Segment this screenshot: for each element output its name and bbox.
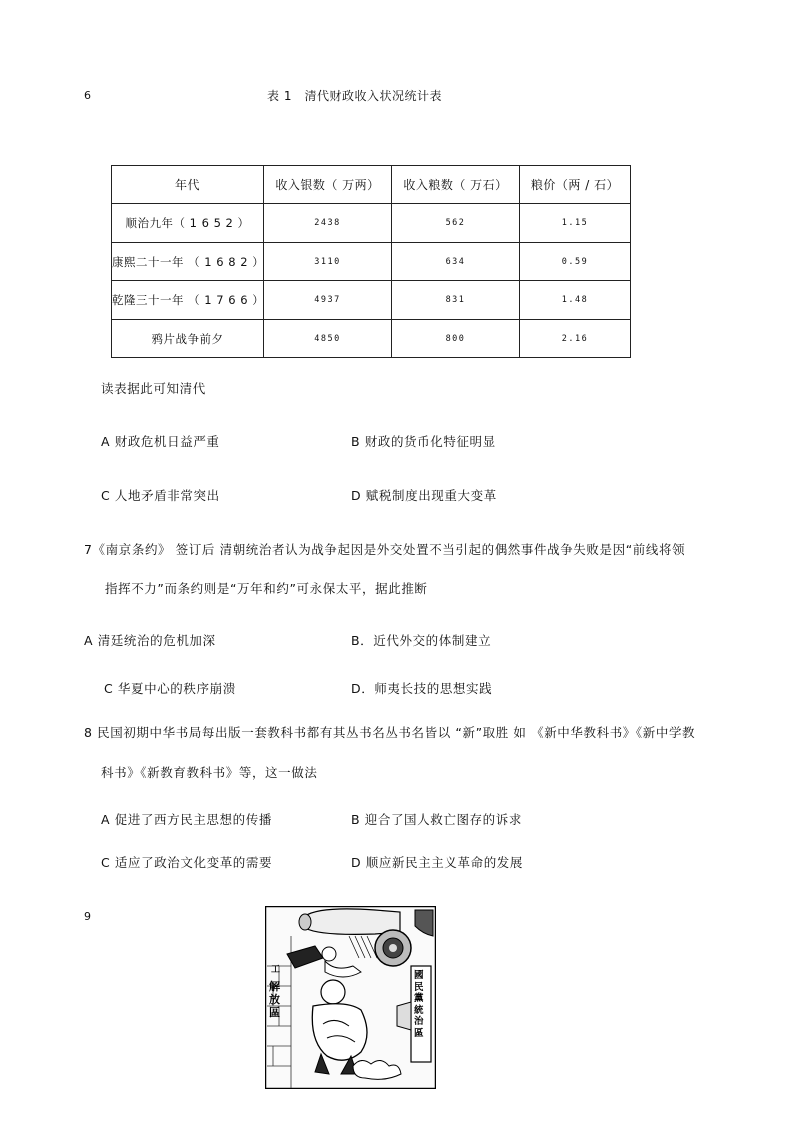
q6-option-d[interactable]: D 赋税制度出现重大变革: [351, 488, 497, 503]
q7-option-a[interactable]: A 清廷统治的危机加深: [84, 633, 216, 648]
q7-stem-line1: 7《南京条约》 签订后 清朝统治者认为战争起因是外交处置不当引起的偶然事件战争失败是因“前线将领: [84, 542, 686, 557]
question-number-6: 6: [84, 89, 91, 102]
q8-stem-line2: 科书》《新教育教科书》等，这一做法: [101, 765, 318, 780]
cell-price: 0.59: [520, 243, 631, 281]
q8-option-c[interactable]: C 适应了政治文化变革的需要: [101, 855, 273, 870]
cartoon-left-label: 解放區: [269, 980, 280, 1019]
table-row: [112, 243, 631, 281]
cell-era: 鸦片战争前夕: [112, 320, 264, 358]
q7-stem-line2: 指挥不力”而条约则是“万年和约”可永保太平，据此推断: [105, 581, 428, 596]
cell-silver: 2438: [264, 204, 392, 243]
cell-price: 1.15: [520, 204, 631, 243]
q6-option-a[interactable]: A 财政危机日益严重: [101, 434, 220, 449]
q8-stem-line1: 8 民国初期中华书局每出版一套教科书都有其丛书名丛书名皆以 “新”取胜 如 《新中华教科书》《新中学教: [84, 725, 696, 740]
q7-option-c[interactable]: C 华夏中心的秩序崩溃: [104, 681, 236, 696]
cell-grain: 634: [392, 243, 520, 281]
cell-silver: 4937: [264, 281, 392, 320]
q6-option-b[interactable]: B 财政的货币化特征明显: [351, 434, 496, 449]
header-era: 年代: [112, 166, 264, 204]
cell-silver: 3110: [264, 243, 392, 281]
cell-era: 顺治九年（ 1 6 5 2 ）: [112, 204, 264, 243]
table-row: [112, 320, 631, 358]
q7-option-b[interactable]: B．近代外交的体制建立: [351, 633, 492, 648]
header-silver: 收入银数（ 万两）: [264, 166, 392, 204]
cartoon-right-label: 國民黨統治區: [414, 970, 424, 1039]
finance-table: [111, 165, 631, 358]
q6-option-c[interactable]: C 人地矛盾非常突出: [101, 488, 220, 503]
cell-era: 乾隆三十一年 （ 1 7 6 6 ）: [112, 281, 264, 320]
cell-grain: 800: [392, 320, 520, 358]
table-title: 表 1 清代财政收入状况统计表: [267, 89, 442, 103]
table-header-row: [112, 166, 631, 204]
q8-option-b[interactable]: B 迎合了国人救亡图存的诉求: [351, 812, 522, 827]
header-price: 粮价（两 / 石）: [520, 166, 631, 204]
table-row: [112, 281, 631, 320]
header-grain: 收入粮数（ 万石）: [392, 166, 520, 204]
cartoon-small-label: 工: [271, 965, 281, 975]
q8-option-d[interactable]: D 顺应新民主主义革命的发展: [351, 855, 523, 870]
cell-grain: 562: [392, 204, 520, 243]
cell-grain: 831: [392, 281, 520, 320]
cell-silver: 4850: [264, 320, 392, 358]
political-cartoon: [265, 906, 436, 1089]
cell-era: 康熙二十一年 （ 1 6 8 2 ）: [112, 243, 264, 281]
cell-price: 1.48: [520, 281, 631, 320]
cell-price: 2.16: [520, 320, 631, 358]
cartoon-drawing: [265, 906, 436, 1089]
q8-option-a[interactable]: A 促进了西方民主思想的传播: [101, 812, 272, 827]
q7-option-d[interactable]: D．师夷长技的思想实践: [351, 681, 493, 696]
table-row: [112, 204, 631, 243]
question-number-9: 9: [84, 910, 91, 923]
q6-stem: 读表据此可知清代: [101, 381, 206, 396]
